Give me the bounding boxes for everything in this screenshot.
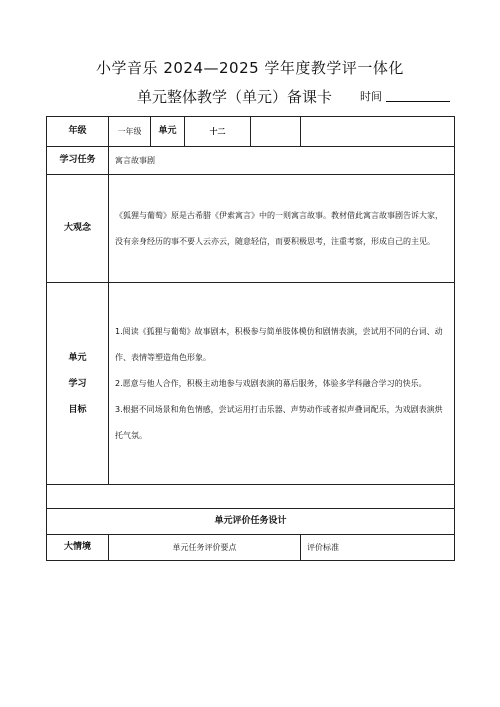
grade-label: 年级 <box>47 117 109 147</box>
eval-col-criteria: 评价标准 <box>301 535 455 561</box>
eval-section-title: 单元评价任务设计 <box>47 509 455 535</box>
goal-item: 2.愿意与他人合作，积极主动地参与戏剧表演的幕后服务，体验多学科融合学习的快乐。 <box>115 378 427 388</box>
concept-row <box>47 175 455 283</box>
goals-label-line: 目标 <box>68 404 87 415</box>
goal-item: 3.根据不同场景和角色情感，尝试运用打击乐器、声势动作或者拟声叠词配乐，为戏剧表演烘托气氛。 <box>115 404 443 440</box>
eval-section-row <box>47 509 455 535</box>
empty-cell <box>301 117 455 147</box>
eval-col-scenario: 大情境 <box>47 535 109 561</box>
time-label: 时间 <box>360 90 382 103</box>
unit-label: 单元 <box>151 117 185 147</box>
empty-row <box>47 485 455 509</box>
task-row <box>47 147 455 175</box>
goals-label <box>47 283 109 485</box>
task-value: 寓言故事剧 <box>109 147 455 175</box>
time-fill-line <box>386 101 450 102</box>
empty-cell <box>251 117 301 147</box>
goals-content <box>109 283 455 485</box>
page-subtitle: 单元整体教学（单元）备课卡 <box>137 88 333 106</box>
page-title: 小学音乐 2024—2025 学年度教学评一体化 <box>96 59 404 77</box>
concept-label: 大观念 <box>47 175 109 283</box>
eval-col-points: 单元任务评价要点 <box>109 535 301 561</box>
grade-row <box>47 117 455 147</box>
task-label: 学习任务 <box>47 147 109 175</box>
lesson-plan-table <box>46 116 455 561</box>
eval-header-row <box>47 535 455 561</box>
goal-item: 1.阅读《狐狸与葡萄》故事剧本，积极参与简单肢体模仿和剧情表演，尝试用不同的台词、动作、表情等塑造角色形象。 <box>115 326 443 362</box>
goals-label-line: 学习 <box>68 378 87 389</box>
unit-value: 十二 <box>185 117 251 147</box>
goals-label-line: 单元 <box>68 352 87 363</box>
empty-cell <box>47 485 455 509</box>
grade-value: 一年级 <box>109 117 151 147</box>
goals-row <box>47 283 455 485</box>
concept-text: 《狐狸与葡萄》原是古希腊《伊索寓言》中的一则寓言故事。教材借此寓言故事剧告诉大家，没有亲身经历的事不要人云亦云，随意轻信，而要积极思考，注重考察，形成自己的主见。 <box>109 175 455 283</box>
